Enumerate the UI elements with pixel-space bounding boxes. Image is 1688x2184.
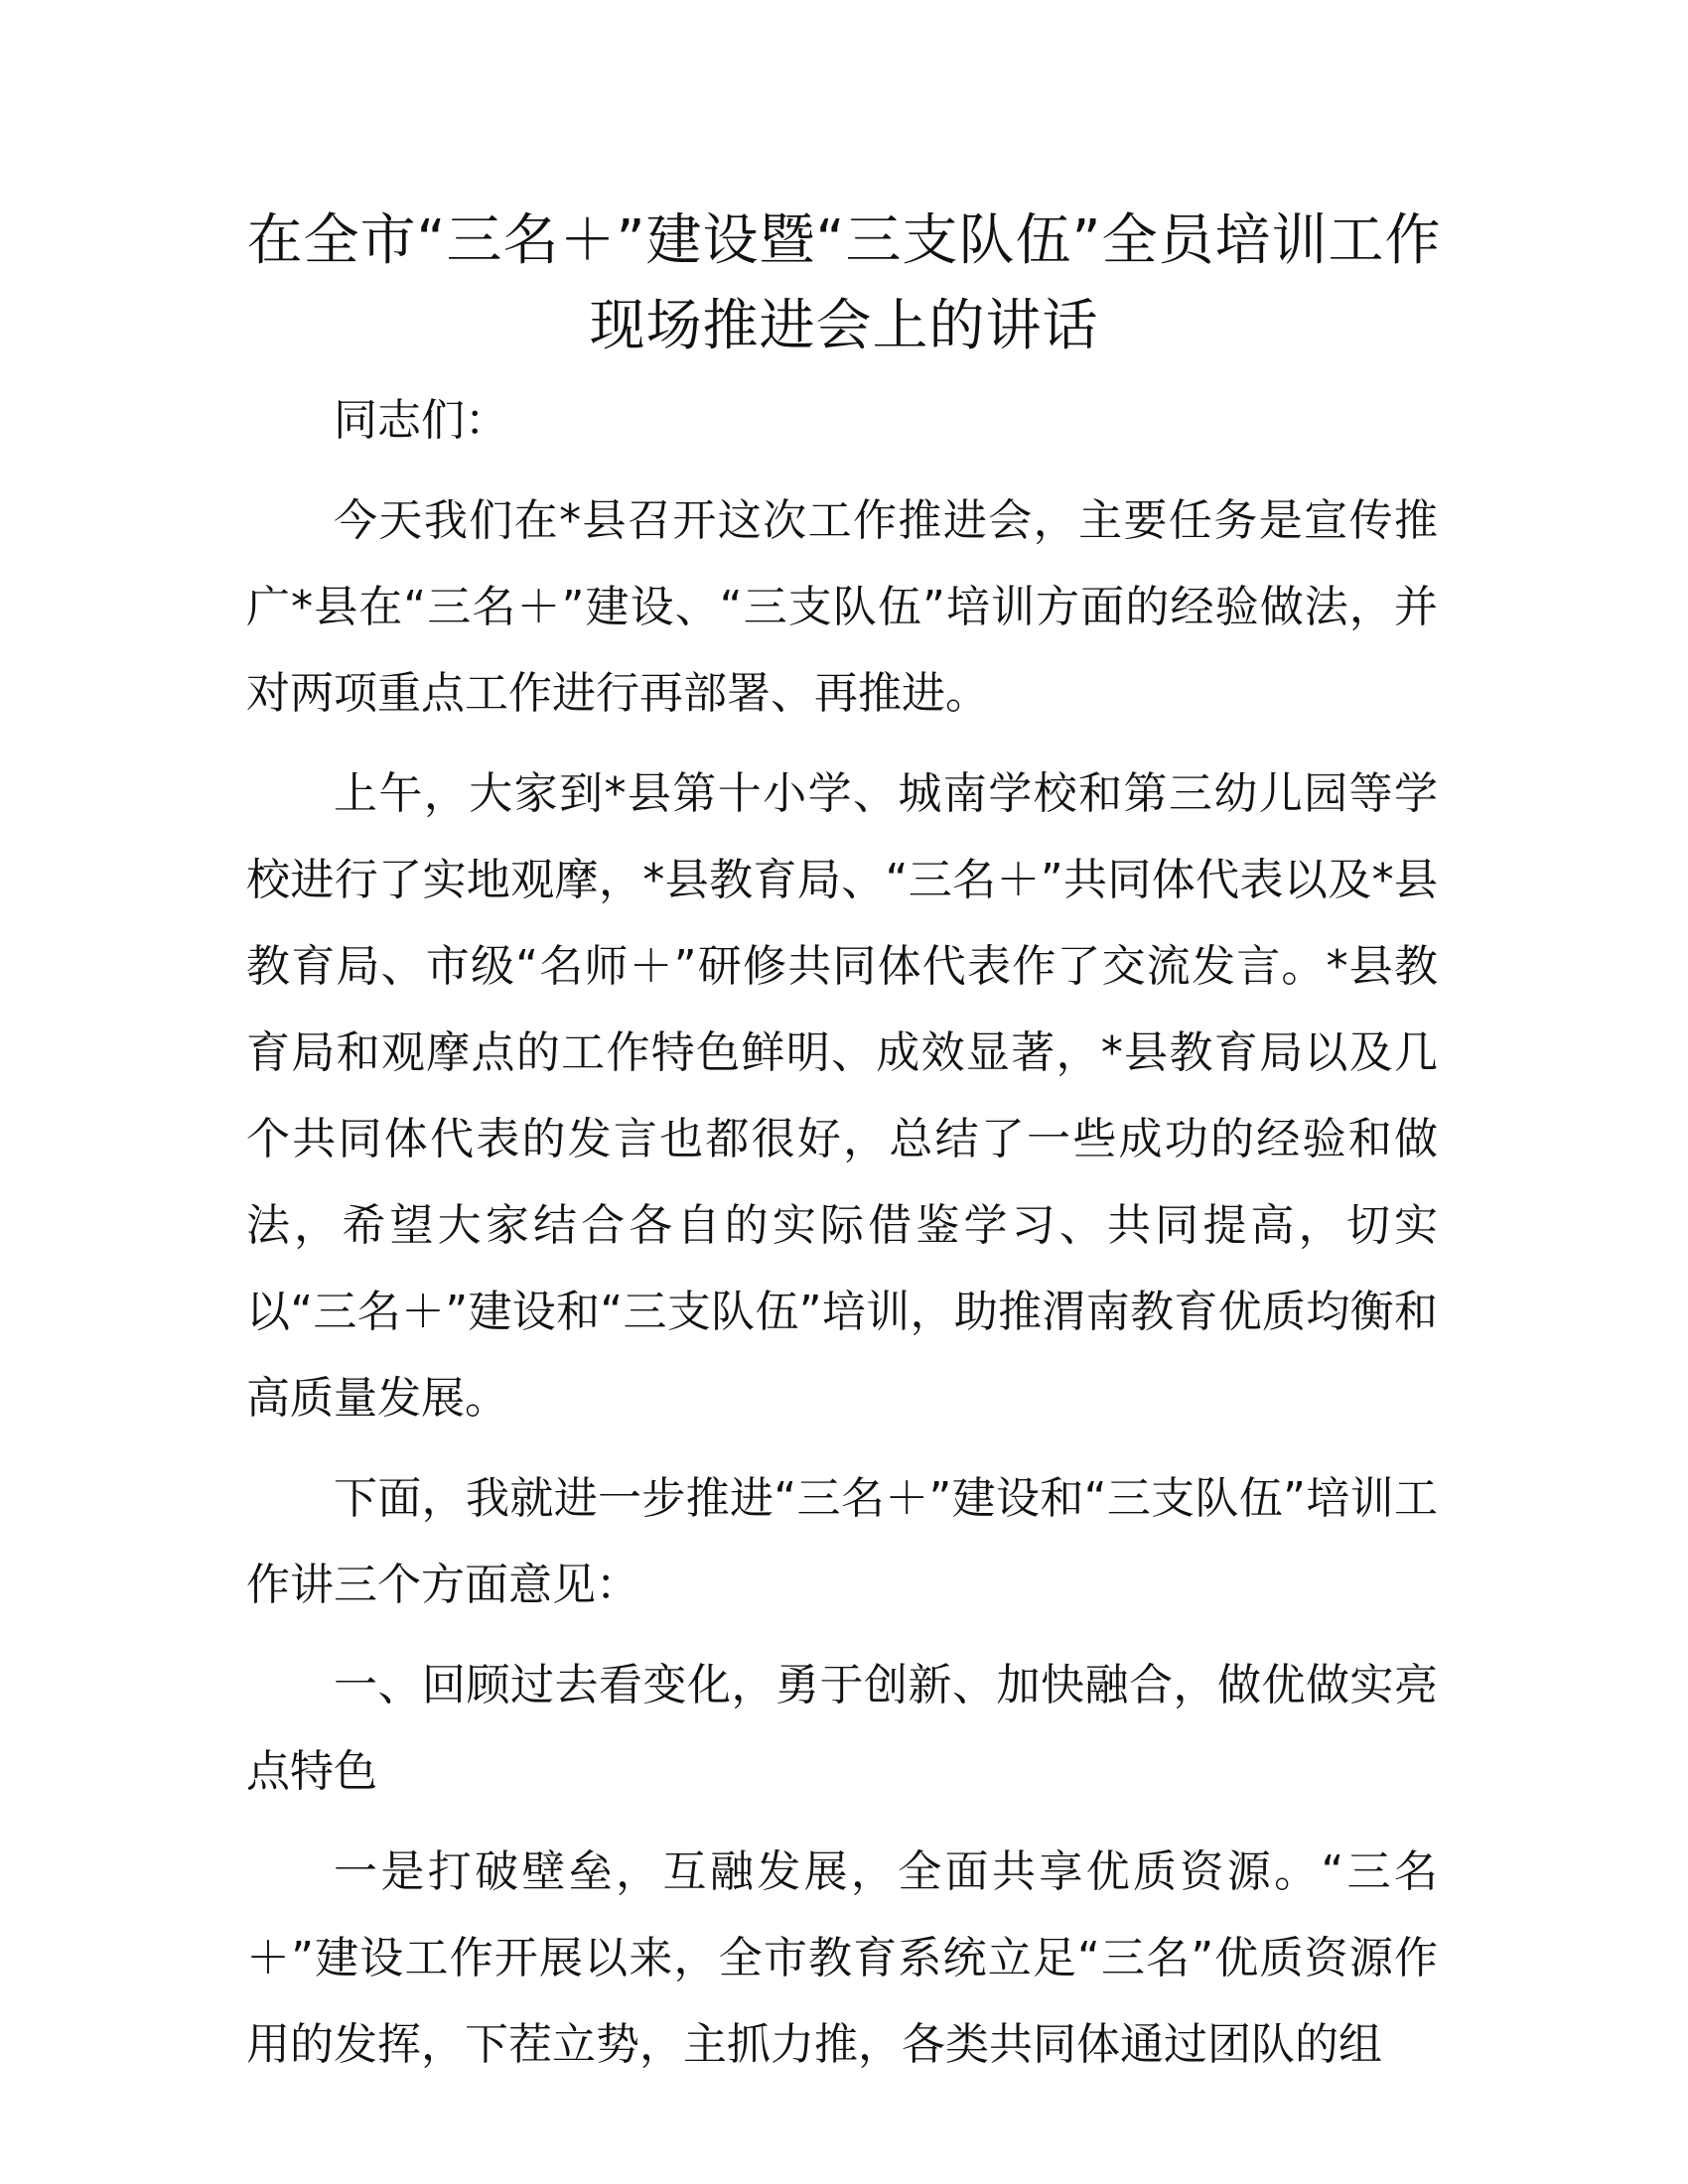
body-paragraph: 一是打破壁垒，互融发展，全面共享优质资源。“三名＋”建设工作开展以来，全市教育系统立足“三名”优质资源作用的发挥，下茬立势，主抓力推，各类共同体通过团队的组	[246, 1846, 1438, 2070]
document-body	[246, 377, 1438, 2102]
salutation-paragraph: 同志们：	[334, 395, 508, 446]
section-heading: 一、回顾过去看变化，勇于创新、加快融合，做优做实亮点特色	[246, 1660, 1438, 1797]
body-paragraph: 今天我们在*县召开这次工作推进会，主要任务是宣传推广*县在“三名＋”建设、“三支队伍”培训方面的经验做法，并对两项重点工作进行再部署、再推进。	[246, 495, 1438, 719]
body-paragraph: 下面，我就进一步推进“三名＋”建设和“三支队伍”培训工作讲三个方面意见：	[246, 1473, 1438, 1610]
document-title: 在全市“三名＋”建设暨“三支队伍”全员培训工作现场推进会上的讲话	[246, 208, 1442, 358]
body-paragraph: 上午，大家到*县第十小学、城南学校和第三幼儿园等学校进行了实地观摩，*县教育局、“三名＋”共同体代表以及*县教育局、市级“名师＋”研修共同体代表作了交流发言。*县教育局和观摩点的工作特色鲜明、成效显著，*县教育局以及几个共同体代表的发言也都很好，总结了一些成功的经验和做法，希望大家结合各自的实际借鉴学习、共同提高，切实以“三名＋”建设和“三支队伍”培训，助推渭南教育优质均衡和高质量发展。	[246, 768, 1438, 1424]
